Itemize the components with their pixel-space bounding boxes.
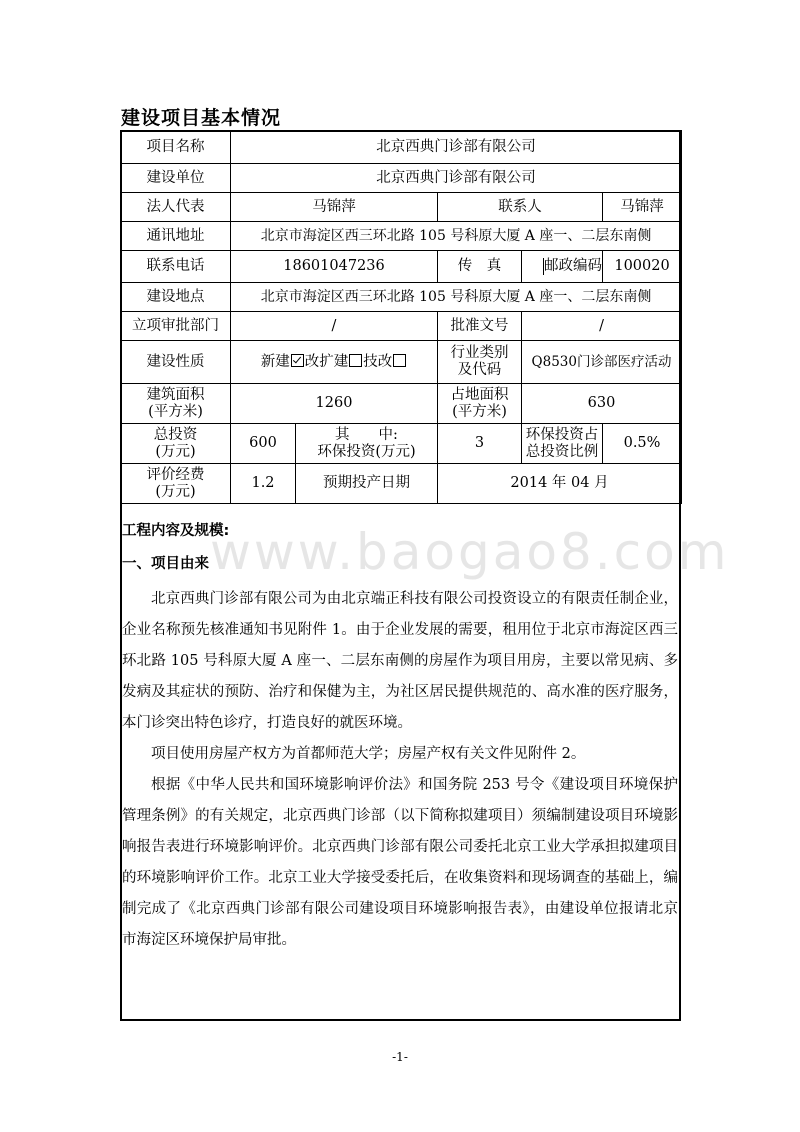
section-heading: 一、项目由来	[122, 556, 209, 572]
env-invest-label-line1: 其 中:	[335, 426, 398, 443]
total-invest-label-line2: (万元)	[155, 443, 196, 460]
land-area-label	[438, 384, 522, 424]
eval-fee-label-line2: (万元)	[155, 483, 196, 500]
eval-fee-value: 1.2	[231, 464, 296, 504]
industry-label-line1: 行业类别	[450, 345, 509, 361]
floor-area-label-line2: (平方米)	[148, 403, 203, 420]
industry-label-line2: 及代码	[457, 362, 502, 378]
total-invest-value: 600	[231, 424, 296, 464]
site-value: 北京市海淀区西三环北路 105 号科原大厦 A 座一、二层东南侧	[231, 283, 682, 312]
approval-doc-value: /	[522, 312, 682, 341]
row-address	[121, 222, 682, 251]
approval-dept-value: /	[231, 312, 438, 341]
nature-new-checkbox	[291, 354, 304, 367]
nature-tech-label: 技改	[363, 353, 393, 370]
industry-value: Q8530门诊部医疗活动	[522, 341, 682, 384]
land-area-label-line2: (平方米)	[452, 403, 507, 420]
project-name-label: 项目名称	[121, 131, 231, 164]
phone-value: 18601047236	[231, 251, 438, 283]
row-phone	[121, 251, 682, 283]
row-legal-rep	[121, 193, 682, 222]
nature-new-label: 新建	[260, 353, 290, 370]
address-label: 通讯地址	[121, 222, 231, 251]
page-number: -1-	[392, 1050, 408, 1064]
env-ratio-label-line1: 环保投资占	[525, 426, 599, 443]
env-invest-label-line2: 环保投资(万元)	[317, 443, 416, 460]
land-area-label-line1: 占地面积	[450, 386, 509, 403]
row-eval-fee	[121, 464, 682, 504]
start-date-value: 2014 年 04 月	[438, 464, 682, 504]
unit-label: 建设单位	[121, 164, 231, 193]
legal-rep-label: 法人代表	[121, 193, 231, 222]
nature-tech-checkbox	[393, 354, 406, 367]
page-title: 建设项目基本情况	[121, 107, 282, 129]
site-label: 建设地点	[121, 283, 231, 312]
paragraph: 项目使用房屋产权方为首都师范大学；房屋产权有关文件见附件 2。	[151, 746, 586, 762]
approval-doc-label: 批准文号	[438, 312, 522, 341]
scope-heading: 工程内容及规模:	[122, 523, 230, 539]
project-info-table	[120, 130, 682, 504]
address-value: 北京市海淀区西三环北路 105 号科原大厦 A 座一、二层东南侧	[231, 222, 682, 251]
fax-postcode-cell	[522, 251, 603, 283]
row-unit	[121, 164, 682, 193]
postcode-value: 100020	[603, 251, 682, 283]
phone-label: 联系电话	[121, 251, 231, 283]
env-ratio-label-line2: 总投资比例	[525, 443, 599, 460]
eval-fee-label-line1: 评价经费	[146, 466, 205, 483]
total-invest-label-line1: 总投资	[153, 426, 198, 443]
row-project-name	[121, 131, 682, 164]
nature-expand-checkbox	[349, 354, 362, 367]
unit-value: 北京西典门诊部有限公司	[231, 164, 682, 193]
postcode-label: 邮政编码	[544, 258, 602, 274]
row-area	[121, 384, 682, 424]
eval-fee-label	[121, 464, 231, 504]
env-invest-label	[296, 424, 438, 464]
paragraph: 根据《中华人民共和国环境影响评价法》和国务院 253 号令《建设项目环境保护管理条例》的有关规定，北京西典门诊部（以下简称拟建项目）须编制建设项目环境影响报告表进行环境影响评价。北京西典门诊部有限公司委托北京工业大学承担拟建项目的环境影响评价工作。北京工业大学接受委托后，在收集资料和现场调查的基础上，编制完成了《北京西典门诊部有限公司建设项目环境影响报告表》，由建设单位报请北京市海淀区环境保护局审批。	[122, 777, 678, 948]
floor-area-label	[121, 384, 231, 424]
land-area-value: 630	[522, 384, 682, 424]
industry-label	[438, 341, 522, 384]
row-approval	[121, 312, 682, 341]
paragraph: 北京西典门诊部有限公司为由北京端正科技有限公司投资设立的有限责任制企业，企业名称预先核准通知书见附件 1。由于企业发展的需要，租用位于北京市海淀区西三环北路 105 号科原大厦 A 座一、二层东南侧的房屋作为项目用房，主要以常见病、多发病及其症状的预防、治疗和保健为主，为社区居民提供规范的、高水准的医疗服务，本门诊突出特色诊疗，打造良好的就医环境。	[122, 591, 678, 731]
body-text	[122, 584, 678, 956]
contact-label: 联系人	[438, 193, 603, 222]
env-ratio-label	[522, 424, 603, 464]
fax-label: 传 真	[438, 251, 522, 283]
nature-options	[231, 341, 438, 384]
contact-value: 马锦萍	[603, 193, 682, 222]
approval-dept-label: 立项审批部门	[121, 312, 231, 341]
row-site	[121, 283, 682, 312]
start-date-label: 预期投产日期	[296, 464, 438, 504]
total-invest-label	[121, 424, 231, 464]
env-ratio-value: 0.5%	[603, 424, 682, 464]
watermark: www.baogao8.com	[210, 523, 730, 581]
floor-area-value: 1260	[231, 384, 438, 424]
project-name-value: 北京西典门诊部有限公司	[231, 131, 682, 164]
env-invest-value: 3	[438, 424, 522, 464]
nature-expand-label: 改扩建	[304, 353, 349, 370]
legal-rep-value: 马锦萍	[231, 193, 438, 222]
row-nature	[121, 341, 682, 384]
nature-label: 建设性质	[121, 341, 231, 384]
floor-area-label-line1: 建筑面积	[146, 386, 205, 403]
row-investment	[121, 424, 682, 464]
fax-value	[522, 258, 544, 275]
